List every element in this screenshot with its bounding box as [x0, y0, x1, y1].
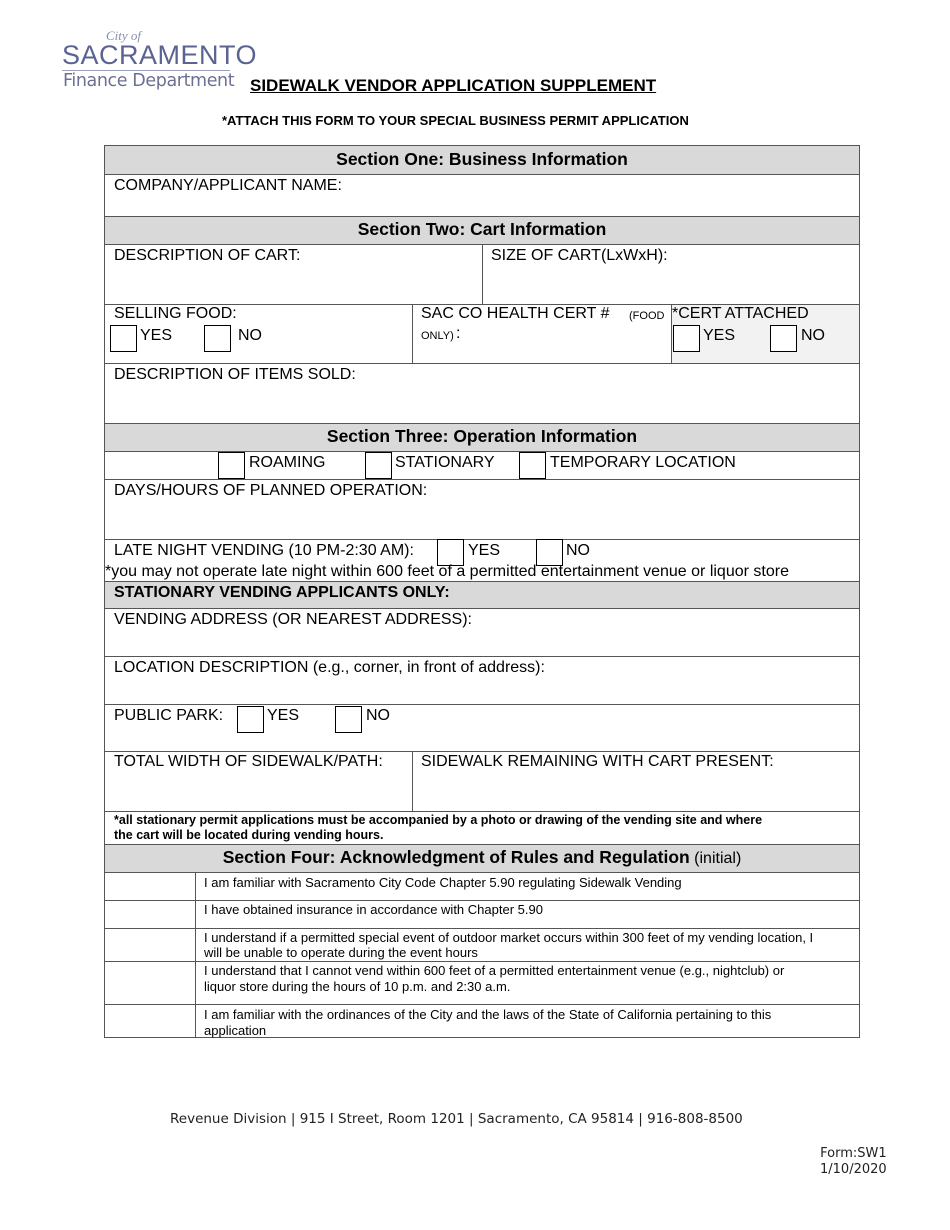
section-three-header: Section Three: Operation Information — [104, 423, 860, 452]
public-park-yes-label: YES — [267, 707, 300, 724]
logo-city-of: City of — [106, 28, 142, 43]
ack-row-1 — [195, 872, 860, 901]
vending-address-field[interactable] — [104, 608, 860, 657]
selling-food-yes-checkbox[interactable] — [110, 325, 137, 352]
ack-row-2-text: I have obtained insurance in accordance with Chapter 5.90 — [204, 902, 543, 917]
days-hours-field[interactable] — [104, 479, 860, 540]
form-subtitle: *ATTACH THIS FORM TO YOUR SPECIAL BUSINESS PERMIT APPLICATION — [222, 113, 689, 128]
cert-attached-cell — [671, 304, 860, 364]
late-night-label: LATE NIGHT VENDING (10 PM-2:30 AM): — [114, 542, 414, 559]
items-sold-label: DESCRIPTION OF ITEMS SOLD: — [114, 366, 356, 383]
sidewalk-remaining-field[interactable] — [412, 751, 860, 812]
public-park-no-label: NO — [366, 707, 390, 724]
ack-row-4-text-1: I understand that I cannot vend within 600 feet of a permitted entertainment venue (e.g., nightclub) or — [204, 963, 785, 978]
selling-food-cell — [104, 304, 413, 364]
form-id: Form:SW1 — [820, 1146, 887, 1161]
cart-description-label: DESCRIPTION OF CART: — [114, 247, 301, 264]
stationary-header-text: STATIONARY VENDING APPLICANTS ONLY: — [114, 584, 450, 601]
selling-food-no-label: NO — [238, 327, 262, 344]
cert-attached-no-label: NO — [801, 327, 825, 344]
late-night-no-label: NO — [566, 542, 590, 559]
initial-box-3[interactable] — [104, 928, 196, 962]
health-cert-colon: : — [456, 325, 461, 342]
public-park-row — [104, 704, 860, 752]
photo-requirement-note — [104, 811, 860, 845]
initial-box-1[interactable] — [104, 872, 196, 901]
selling-food-no-checkbox[interactable] — [204, 325, 231, 352]
company-name-label: COMPANY/APPLICANT NAME: — [114, 177, 342, 194]
section-one-header: Section One: Business Information — [104, 145, 860, 175]
late-night-yes-label: YES — [468, 542, 501, 559]
ack-row-5-text-1: I am familiar with the ordinances of the City and the laws of the State of California pertaining to this — [204, 1007, 772, 1022]
ack-row-5 — [195, 1004, 860, 1038]
temporary-location-checkbox[interactable] — [519, 452, 546, 479]
selling-food-yes-label: YES — [140, 327, 173, 344]
section-two-header: Section Two: Cart Information — [104, 216, 860, 245]
roaming-label: ROAMING — [249, 454, 326, 471]
ack-row-2 — [195, 900, 860, 929]
operation-type-row — [104, 451, 860, 480]
public-park-label: PUBLIC PARK: — [114, 707, 224, 724]
temporary-location-label: TEMPORARY LOCATION — [550, 454, 736, 471]
sidewalk-width-label: TOTAL WIDTH OF SIDEWALK/PATH: — [114, 753, 383, 770]
section-four-title: Section Four: Acknowledgment of Rules and Regulation — [222, 847, 690, 867]
logo-department: Finance Department — [63, 71, 235, 91]
logo-city-name: SACRAMENTO — [62, 40, 258, 70]
company-name-field[interactable] — [104, 174, 860, 217]
ack-row-3-text-1: I understand if a permitted special event of outdoor market occurs within 300 feet of my vending location, I — [204, 930, 814, 945]
cart-size-label: SIZE OF CART(LxWxH): — [491, 247, 668, 264]
public-park-yes-checkbox[interactable] — [237, 706, 264, 733]
form-id-block — [820, 1146, 887, 1178]
cart-size-field[interactable] — [482, 244, 860, 305]
form-title: SIDEWALK VENDOR APPLICATION SUPPLEMENT — [250, 76, 657, 95]
cert-attached-yes-label: YES — [703, 327, 736, 344]
late-night-yes-checkbox[interactable] — [437, 539, 464, 566]
days-hours-label: DAYS/HOURS OF PLANNED OPERATION: — [114, 482, 428, 499]
location-description-label: LOCATION DESCRIPTION (e.g., corner, in front of address): — [114, 659, 545, 676]
late-night-note: *you may not operate late night within 600 feet of a permitted entertainment venue or liquor store — [105, 563, 789, 580]
health-cert-note-b: ONLY) — [421, 330, 454, 342]
ack-row-5-text-2: application — [204, 1023, 267, 1038]
section-four-suffix: (initial) — [694, 850, 742, 867]
cert-attached-no-checkbox[interactable] — [770, 325, 797, 352]
form-date: 1/10/2020 — [820, 1162, 887, 1177]
initial-box-5[interactable] — [104, 1004, 196, 1038]
roaming-checkbox[interactable] — [218, 452, 245, 479]
items-sold-field[interactable] — [104, 363, 860, 424]
sidewalk-width-field[interactable] — [104, 751, 413, 812]
stationary-header — [104, 581, 860, 609]
cert-attached-label: *CERT ATTACHED — [672, 305, 809, 322]
initial-box-2[interactable] — [104, 900, 196, 929]
cert-attached-yes-checkbox[interactable] — [673, 325, 700, 352]
footer-contact: Revenue Division | 915 I Street, Room 1201 | Sacramento, CA 95814 | 916-808-8500 — [170, 1111, 743, 1127]
photo-note-line-1: *all stationary permit applications must be accompanied by a photo or drawing of the vending site and where — [114, 813, 763, 827]
section-four-header — [104, 844, 860, 873]
ack-row-4-text-2: liquor store during the hours of 10 p.m. and 2:30 a.m. — [204, 979, 511, 994]
late-night-no-checkbox[interactable] — [536, 539, 563, 566]
ack-row-3 — [195, 928, 860, 962]
initial-box-4[interactable] — [104, 961, 196, 1005]
sidewalk-remaining-label: SIDEWALK REMAINING WITH CART PRESENT: — [421, 753, 774, 770]
location-description-field[interactable] — [104, 656, 860, 705]
ack-row-4 — [195, 961, 860, 1005]
health-cert-note-a: (FOOD — [629, 310, 665, 322]
photo-note-line-2: the cart will be located during vending hours. — [114, 828, 384, 842]
selling-food-label: SELLING FOOD: — [114, 305, 237, 322]
city-logo — [62, 28, 258, 98]
ack-row-3-text-2: will be unable to operate during the event hours — [204, 945, 478, 960]
stationary-label: STATIONARY — [395, 454, 495, 471]
cart-description-field[interactable] — [104, 244, 483, 305]
vending-address-label: VENDING ADDRESS (OR NEAREST ADDRESS): — [114, 611, 472, 628]
public-park-no-checkbox[interactable] — [335, 706, 362, 733]
late-night-row — [104, 539, 860, 582]
stationary-checkbox[interactable] — [365, 452, 392, 479]
health-cert-field[interactable] — [412, 304, 672, 364]
health-cert-label: SAC CO HEALTH CERT # — [421, 305, 610, 322]
ack-row-1-text: I am familiar with Sacramento City Code Chapter 5.90 regulating Sidewalk Vending — [204, 875, 682, 890]
